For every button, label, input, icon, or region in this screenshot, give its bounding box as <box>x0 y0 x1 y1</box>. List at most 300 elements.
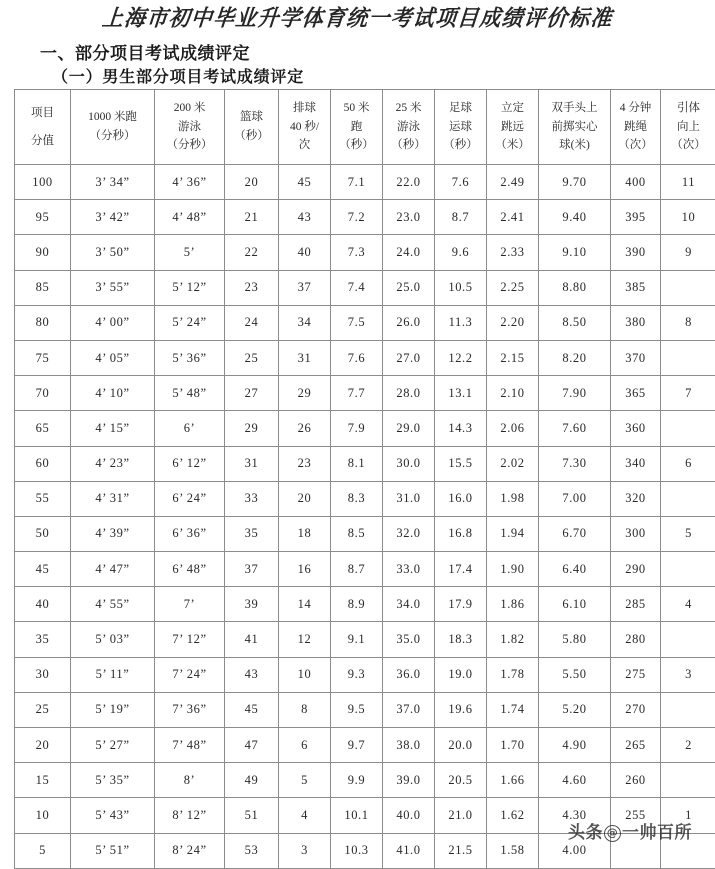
cell-swim25: 23.0 <box>383 200 435 235</box>
cell-swim25: 33.0 <box>383 552 435 587</box>
cell-basketball: 45 <box>225 692 279 727</box>
cell-longjump: 1.66 <box>487 763 539 798</box>
cell-score: 90 <box>15 235 71 270</box>
cell-football: 10.5 <box>435 270 487 305</box>
cell-football: 19.0 <box>435 657 487 692</box>
cell-longjump: 1.78 <box>487 657 539 692</box>
cell-medicineball: 7.30 <box>539 446 611 481</box>
cell-swim200: 6’ 48” <box>155 552 225 587</box>
cell-football: 9.6 <box>435 235 487 270</box>
cell-swim200: 8’ <box>155 763 225 798</box>
cell-football: 13.1 <box>435 376 487 411</box>
table-row <box>15 235 715 270</box>
cell-swim25: 28.0 <box>383 376 435 411</box>
table-row <box>15 516 715 551</box>
cell-medicineball: 6.10 <box>539 587 611 622</box>
cell-swim200: 7’ 24” <box>155 657 225 692</box>
column-header-line: 4 分钟 <box>611 99 660 118</box>
table-row <box>15 728 715 763</box>
cell-medicineball: 6.70 <box>539 516 611 551</box>
cell-football: 19.6 <box>435 692 487 727</box>
cell-run1000: 3’ 55” <box>71 270 155 305</box>
column-header-line: 前掷实心 <box>539 118 610 137</box>
cell-basketball: 20 <box>225 165 279 200</box>
column-header-line: 引体 <box>661 99 715 118</box>
cell-run50: 7.7 <box>331 376 383 411</box>
cell-score: 15 <box>15 763 71 798</box>
column-header-line: 50 米 <box>331 99 382 118</box>
table-row <box>15 763 715 798</box>
cell-swim200: 4’ 36” <box>155 165 225 200</box>
cell-run1000: 4’ 10” <box>71 376 155 411</box>
cell-run50: 7.1 <box>331 165 383 200</box>
cell-run1000: 4’ 39” <box>71 516 155 551</box>
cell-basketball: 27 <box>225 376 279 411</box>
cell-basketball: 21 <box>225 200 279 235</box>
table-row <box>15 587 715 622</box>
cell-volleyball: 23 <box>279 446 331 481</box>
cell-football: 14.3 <box>435 411 487 446</box>
table-row <box>15 340 715 375</box>
section-heading-2: （一）男生部分项目考试成绩评定 <box>52 64 304 87</box>
cell-run50: 7.9 <box>331 411 383 446</box>
column-header-line: 篮球 <box>225 108 278 127</box>
cell-basketball: 29 <box>225 411 279 446</box>
cell-score: 5 <box>15 833 71 868</box>
table-row <box>15 446 715 481</box>
cell-score: 40 <box>15 587 71 622</box>
page-title: 上海市初中毕业升学体育统一考试项目成绩评价标准 <box>0 1 715 33</box>
table-row <box>15 622 715 657</box>
table-row <box>15 305 715 340</box>
cell-medicineball: 8.80 <box>539 270 611 305</box>
column-header-line: 排球 <box>279 99 330 118</box>
cell-football: 18.3 <box>435 622 487 657</box>
cell-longjump: 2.41 <box>487 200 539 235</box>
table-row <box>15 376 715 411</box>
table-row <box>15 165 715 200</box>
cell-score: 95 <box>15 200 71 235</box>
cell-longjump: 2.33 <box>487 235 539 270</box>
cell-ropeskip: 400 <box>611 165 661 200</box>
cell-run1000: 3’ 42” <box>71 200 155 235</box>
cell-pullup <box>661 763 715 798</box>
column-header-ropeskip <box>611 90 661 165</box>
cell-pullup: 11 <box>661 165 715 200</box>
table-row <box>15 270 715 305</box>
cell-run1000: 5’ 19” <box>71 692 155 727</box>
cell-volleyball: 45 <box>279 165 331 200</box>
cell-ropeskip: 275 <box>611 657 661 692</box>
cell-run50: 7.6 <box>331 340 383 375</box>
cell-longjump: 2.25 <box>487 270 539 305</box>
cell-swim25: 39.0 <box>383 763 435 798</box>
cell-swim200: 8’ 12” <box>155 798 225 833</box>
cell-run50: 9.5 <box>331 692 383 727</box>
cell-longjump: 1.86 <box>487 587 539 622</box>
column-header-line: （分秒） <box>71 127 154 146</box>
cell-ropeskip: 290 <box>611 552 661 587</box>
column-header-pullup <box>661 90 715 165</box>
cell-swim200: 7’ 48” <box>155 728 225 763</box>
cell-ropeskip: 300 <box>611 516 661 551</box>
cell-run1000: 3’ 34” <box>71 165 155 200</box>
column-header-line: 25 米 <box>383 99 434 118</box>
cell-volleyball: 29 <box>279 376 331 411</box>
column-header-line: （次） <box>661 136 715 155</box>
cell-run50: 9.1 <box>331 622 383 657</box>
cell-volleyball: 37 <box>279 270 331 305</box>
cell-run50: 8.5 <box>331 516 383 551</box>
cell-run1000: 4’ 31” <box>71 481 155 516</box>
cell-swim25: 35.0 <box>383 622 435 657</box>
cell-longjump: 2.15 <box>487 340 539 375</box>
cell-basketball: 25 <box>225 340 279 375</box>
cell-score: 65 <box>15 411 71 446</box>
cell-swim25: 29.0 <box>383 411 435 446</box>
cell-run50: 7.2 <box>331 200 383 235</box>
cell-score: 60 <box>15 446 71 481</box>
cell-medicineball: 9.70 <box>539 165 611 200</box>
cell-longjump: 1.58 <box>487 833 539 868</box>
cell-ropeskip: 265 <box>611 728 661 763</box>
cell-run1000: 4’ 15” <box>71 411 155 446</box>
table-row <box>15 481 715 516</box>
cell-score: 25 <box>15 692 71 727</box>
cell-score: 80 <box>15 305 71 340</box>
column-header-line: 分值 <box>15 132 70 151</box>
cell-football: 21.5 <box>435 833 487 868</box>
cell-pullup: 9 <box>661 235 715 270</box>
cell-basketball: 22 <box>225 235 279 270</box>
cell-pullup: 7 <box>661 376 715 411</box>
column-header-line: 次 <box>279 136 330 155</box>
column-header-line: 跳绳 <box>611 118 660 137</box>
cell-football: 7.6 <box>435 165 487 200</box>
column-header-medicineball <box>539 90 611 165</box>
column-header-swim25 <box>383 90 435 165</box>
cell-run50: 10.1 <box>331 798 383 833</box>
cell-swim200: 7’ 36” <box>155 692 225 727</box>
cell-football: 16.8 <box>435 516 487 551</box>
cell-swim25: 22.0 <box>383 165 435 200</box>
cell-swim25: 25.0 <box>383 270 435 305</box>
cell-swim25: 37.0 <box>383 692 435 727</box>
column-header-score <box>15 90 71 165</box>
cell-volleyball: 34 <box>279 305 331 340</box>
watermark-prefix: 头条 <box>568 823 603 843</box>
cell-volleyball: 43 <box>279 200 331 235</box>
cell-ropeskip: 395 <box>611 200 661 235</box>
cell-score: 70 <box>15 376 71 411</box>
cell-medicineball: 4.60 <box>539 763 611 798</box>
cell-pullup <box>661 833 715 868</box>
cell-run1000: 4’ 47” <box>71 552 155 587</box>
cell-run50: 8.3 <box>331 481 383 516</box>
cell-longjump: 1.94 <box>487 516 539 551</box>
cell-longjump: 1.98 <box>487 481 539 516</box>
cell-football: 12.2 <box>435 340 487 375</box>
cell-longjump: 1.82 <box>487 622 539 657</box>
cell-medicineball: 4.30 <box>539 798 611 833</box>
cell-run50: 9.3 <box>331 657 383 692</box>
cell-swim25: 40.0 <box>383 798 435 833</box>
cell-volleyball: 6 <box>279 728 331 763</box>
cell-basketball: 39 <box>225 587 279 622</box>
column-header-line: 200 米 <box>155 99 224 118</box>
cell-run50: 7.4 <box>331 270 383 305</box>
cell-pullup <box>661 622 715 657</box>
cell-basketball: 31 <box>225 446 279 481</box>
cell-swim200: 6’ 36” <box>155 516 225 551</box>
cell-run1000: 4’ 55” <box>71 587 155 622</box>
column-header-line: 游泳 <box>383 118 434 137</box>
cell-swim25: 41.0 <box>383 833 435 868</box>
cell-run1000: 4’ 23” <box>71 446 155 481</box>
cell-longjump: 2.10 <box>487 376 539 411</box>
table-row <box>15 411 715 446</box>
cell-basketball: 24 <box>225 305 279 340</box>
watermark-account: 一帅百所 <box>622 823 692 843</box>
cell-basketball: 43 <box>225 657 279 692</box>
cell-swim25: 36.0 <box>383 657 435 692</box>
column-header-line: （米） <box>487 136 538 155</box>
cell-ropeskip: 340 <box>611 446 661 481</box>
cell-pullup <box>661 552 715 587</box>
column-header-line: （秒） <box>435 136 486 155</box>
cell-run50: 10.3 <box>331 833 383 868</box>
cell-swim200: 5’ <box>155 235 225 270</box>
column-header-line: （秒） <box>383 136 434 155</box>
table-row <box>15 200 715 235</box>
column-header-line: （秒） <box>331 136 382 155</box>
cell-longjump: 2.02 <box>487 446 539 481</box>
cell-swim25: 31.0 <box>383 481 435 516</box>
table-row <box>15 552 715 587</box>
cell-run50: 8.7 <box>331 552 383 587</box>
cell-volleyball: 4 <box>279 798 331 833</box>
cell-ropeskip: 390 <box>611 235 661 270</box>
cell-ropeskip: 270 <box>611 692 661 727</box>
cell-volleyball: 18 <box>279 516 331 551</box>
at-sign-icon: @ <box>604 825 621 842</box>
cell-run50: 8.1 <box>331 446 383 481</box>
cell-swim200: 5’ 24” <box>155 305 225 340</box>
cell-pullup <box>661 270 715 305</box>
cell-longjump: 1.70 <box>487 728 539 763</box>
cell-run50: 9.9 <box>331 763 383 798</box>
cell-run1000: 5’ 27” <box>71 728 155 763</box>
table-row <box>15 798 715 833</box>
cell-volleyball: 12 <box>279 622 331 657</box>
table-header-row <box>15 90 715 165</box>
cell-basketball: 37 <box>225 552 279 587</box>
cell-pullup: 5 <box>661 516 715 551</box>
cell-pullup <box>661 481 715 516</box>
column-header-line: 项目 <box>15 104 70 123</box>
cell-basketball: 41 <box>225 622 279 657</box>
cell-swim200: 5’ 48” <box>155 376 225 411</box>
column-header-swim200 <box>155 90 225 165</box>
cell-basketball: 53 <box>225 833 279 868</box>
column-header-line: （次） <box>611 136 660 155</box>
column-header-line: 1000 米跑 <box>71 108 154 127</box>
column-header-line: 足球 <box>435 99 486 118</box>
column-header-line: 跳远 <box>487 118 538 137</box>
score-table-container <box>14 89 702 869</box>
column-header-line: （分秒） <box>155 136 224 155</box>
cell-pullup: 4 <box>661 587 715 622</box>
column-header-football <box>435 90 487 165</box>
cell-run1000: 5’ 03” <box>71 622 155 657</box>
column-header-line: 游泳 <box>155 118 224 137</box>
cell-medicineball: 5.20 <box>539 692 611 727</box>
cell-ropeskip <box>611 833 661 868</box>
cell-swim200: 5’ 36” <box>155 340 225 375</box>
cell-swim25: 26.0 <box>383 305 435 340</box>
cell-football: 17.9 <box>435 587 487 622</box>
cell-swim200: 8’ 24” <box>155 833 225 868</box>
cell-football: 16.0 <box>435 481 487 516</box>
cell-ropeskip: 255 <box>611 798 661 833</box>
cell-ropeskip: 365 <box>611 376 661 411</box>
cell-medicineball: 7.90 <box>539 376 611 411</box>
cell-swim200: 4’ 48” <box>155 200 225 235</box>
column-header-volleyball <box>279 90 331 165</box>
table-header <box>15 90 715 165</box>
cell-score: 75 <box>15 340 71 375</box>
cell-medicineball: 8.20 <box>539 340 611 375</box>
cell-pullup: 2 <box>661 728 715 763</box>
cell-pullup: 3 <box>661 657 715 692</box>
column-header-longjump <box>487 90 539 165</box>
cell-football: 15.5 <box>435 446 487 481</box>
cell-ropeskip: 285 <box>611 587 661 622</box>
cell-run1000: 4’ 00” <box>71 305 155 340</box>
cell-longjump: 1.90 <box>487 552 539 587</box>
cell-volleyball: 40 <box>279 235 331 270</box>
cell-volleyball: 26 <box>279 411 331 446</box>
cell-pullup <box>661 692 715 727</box>
cell-ropeskip: 380 <box>611 305 661 340</box>
cell-basketball: 51 <box>225 798 279 833</box>
cell-volleyball: 14 <box>279 587 331 622</box>
cell-medicineball: 8.50 <box>539 305 611 340</box>
cell-longjump: 1.62 <box>487 798 539 833</box>
cell-medicineball: 4.00 <box>539 833 611 868</box>
cell-score: 50 <box>15 516 71 551</box>
cell-medicineball: 7.60 <box>539 411 611 446</box>
cell-run50: 9.7 <box>331 728 383 763</box>
section-heading-1: 一、部分项目考试成绩评定 <box>40 39 250 64</box>
cell-swim200: 7’ <box>155 587 225 622</box>
cell-ropeskip: 260 <box>611 763 661 798</box>
cell-pullup: 6 <box>661 446 715 481</box>
cell-ropeskip: 360 <box>611 411 661 446</box>
cell-longjump: 2.49 <box>487 165 539 200</box>
cell-pullup: 8 <box>661 305 715 340</box>
column-header-line: 向上 <box>661 118 715 137</box>
table-row <box>15 657 715 692</box>
cell-football: 11.3 <box>435 305 487 340</box>
cell-score: 85 <box>15 270 71 305</box>
cell-run50: 7.5 <box>331 305 383 340</box>
cell-football: 21.0 <box>435 798 487 833</box>
cell-pullup: 1 <box>661 798 715 833</box>
cell-ropeskip: 280 <box>611 622 661 657</box>
cell-swim25: 30.0 <box>383 446 435 481</box>
column-header-run50 <box>331 90 383 165</box>
cell-ropeskip: 320 <box>611 481 661 516</box>
column-header-line: 40 秒/ <box>279 118 330 137</box>
cell-swim25: 34.0 <box>383 587 435 622</box>
column-header-line: 跑 <box>331 118 382 137</box>
cell-run1000: 3’ 50” <box>71 235 155 270</box>
cell-pullup: 10 <box>661 200 715 235</box>
cell-swim25: 32.0 <box>383 516 435 551</box>
cell-score: 35 <box>15 622 71 657</box>
cell-volleyball: 10 <box>279 657 331 692</box>
cell-run50: 8.9 <box>331 587 383 622</box>
cell-basketball: 47 <box>225 728 279 763</box>
cell-football: 8.7 <box>435 200 487 235</box>
cell-volleyball: 16 <box>279 552 331 587</box>
cell-run1000: 5’ 35” <box>71 763 155 798</box>
cell-medicineball: 7.00 <box>539 481 611 516</box>
cell-volleyball: 3 <box>279 833 331 868</box>
column-header-line: 运球 <box>435 118 486 137</box>
cell-score: 10 <box>15 798 71 833</box>
column-header-line: （秒） <box>225 127 278 146</box>
cell-longjump: 1.74 <box>487 692 539 727</box>
cell-run1000: 5’ 51” <box>71 833 155 868</box>
cell-medicineball: 6.40 <box>539 552 611 587</box>
cell-run1000: 5’ 11” <box>71 657 155 692</box>
cell-run50: 7.3 <box>331 235 383 270</box>
cell-score: 100 <box>15 165 71 200</box>
column-header-line: 球(米) <box>539 136 610 155</box>
column-header-line: 立定 <box>487 99 538 118</box>
cell-longjump: 2.06 <box>487 411 539 446</box>
cell-pullup <box>661 340 715 375</box>
cell-volleyball: 5 <box>279 763 331 798</box>
cell-score: 20 <box>15 728 71 763</box>
cell-run1000: 5’ 43” <box>71 798 155 833</box>
cell-basketball: 35 <box>225 516 279 551</box>
cell-basketball: 49 <box>225 763 279 798</box>
cell-medicineball: 9.10 <box>539 235 611 270</box>
cell-score: 55 <box>15 481 71 516</box>
cell-ropeskip: 370 <box>611 340 661 375</box>
cell-score: 45 <box>15 552 71 587</box>
cell-run1000: 4’ 05” <box>71 340 155 375</box>
score-evaluation-table <box>14 89 715 869</box>
cell-swim200: 7’ 12” <box>155 622 225 657</box>
cell-volleyball: 31 <box>279 340 331 375</box>
cell-pullup <box>661 411 715 446</box>
cell-longjump: 2.20 <box>487 305 539 340</box>
column-header-line: 双手头上 <box>539 99 610 118</box>
cell-basketball: 33 <box>225 481 279 516</box>
cell-medicineball: 5.50 <box>539 657 611 692</box>
table-row <box>15 692 715 727</box>
cell-medicineball: 5.80 <box>539 622 611 657</box>
cell-medicineball: 4.90 <box>539 728 611 763</box>
cell-football: 20.5 <box>435 763 487 798</box>
cell-swim25: 24.0 <box>383 235 435 270</box>
cell-swim200: 6’ 12” <box>155 446 225 481</box>
cell-volleyball: 20 <box>279 481 331 516</box>
